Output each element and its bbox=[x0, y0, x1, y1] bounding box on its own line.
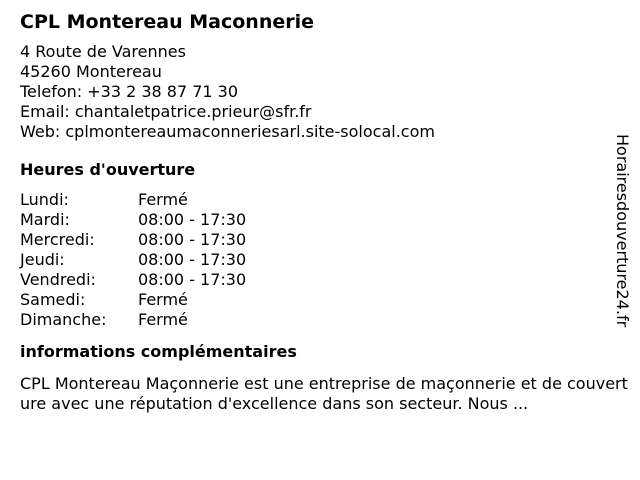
hours-row-thursday bbox=[20, 250, 616, 270]
hours-row-saturday bbox=[20, 290, 616, 310]
day-label: Mardi: bbox=[20, 210, 70, 229]
phone-number: Telefon: +33 2 38 87 71 30 bbox=[20, 82, 239, 101]
website-url: Web: cplmontereaumaconneriesarl.site-solocal.com bbox=[20, 122, 435, 141]
hours-row-sunday bbox=[20, 310, 616, 330]
email-address: Email: chantaletpatrice.prieur@sfr.fr bbox=[20, 102, 312, 121]
day-hours: 08:00 - 17:30 bbox=[138, 250, 247, 269]
hours-row-friday bbox=[20, 270, 616, 290]
day-label: Vendredi: bbox=[20, 270, 96, 289]
opening-hours-list bbox=[20, 190, 616, 330]
hours-row-wednesday bbox=[20, 230, 616, 250]
day-label: Lundi: bbox=[20, 190, 69, 209]
address-city: 45260 Montereau bbox=[20, 62, 162, 81]
additional-info-heading: informations complémentaires bbox=[20, 342, 297, 361]
opening-hours-heading: Heures d'ouverture bbox=[20, 160, 196, 179]
day-hours: 08:00 - 17:30 bbox=[138, 210, 247, 229]
day-hours: Fermé bbox=[138, 290, 188, 309]
day-label: Samedi: bbox=[20, 290, 86, 309]
day-hours: 08:00 - 17:30 bbox=[138, 270, 247, 289]
hours-row-tuesday bbox=[20, 210, 616, 230]
hours-row-monday bbox=[20, 190, 616, 210]
business-name: CPL Montereau Maconnerie bbox=[20, 11, 315, 33]
day-hours: Fermé bbox=[138, 190, 188, 209]
address-street: 4 Route de Varennes bbox=[20, 42, 186, 61]
site-watermark: Horairesdouverture24.fr bbox=[613, 134, 632, 328]
day-label: Mercredi: bbox=[20, 230, 95, 249]
day-hours: 08:00 - 17:30 bbox=[138, 230, 247, 249]
business-description: CPL Montereau Maçonnerie est une entreprise de maçonnerie et de couverture avec une réputation d'excellence dans son secteur. Nous ... bbox=[20, 374, 628, 413]
day-label: Jeudi: bbox=[20, 250, 65, 269]
day-label: Dimanche: bbox=[20, 310, 107, 329]
day-hours: Fermé bbox=[138, 310, 188, 329]
